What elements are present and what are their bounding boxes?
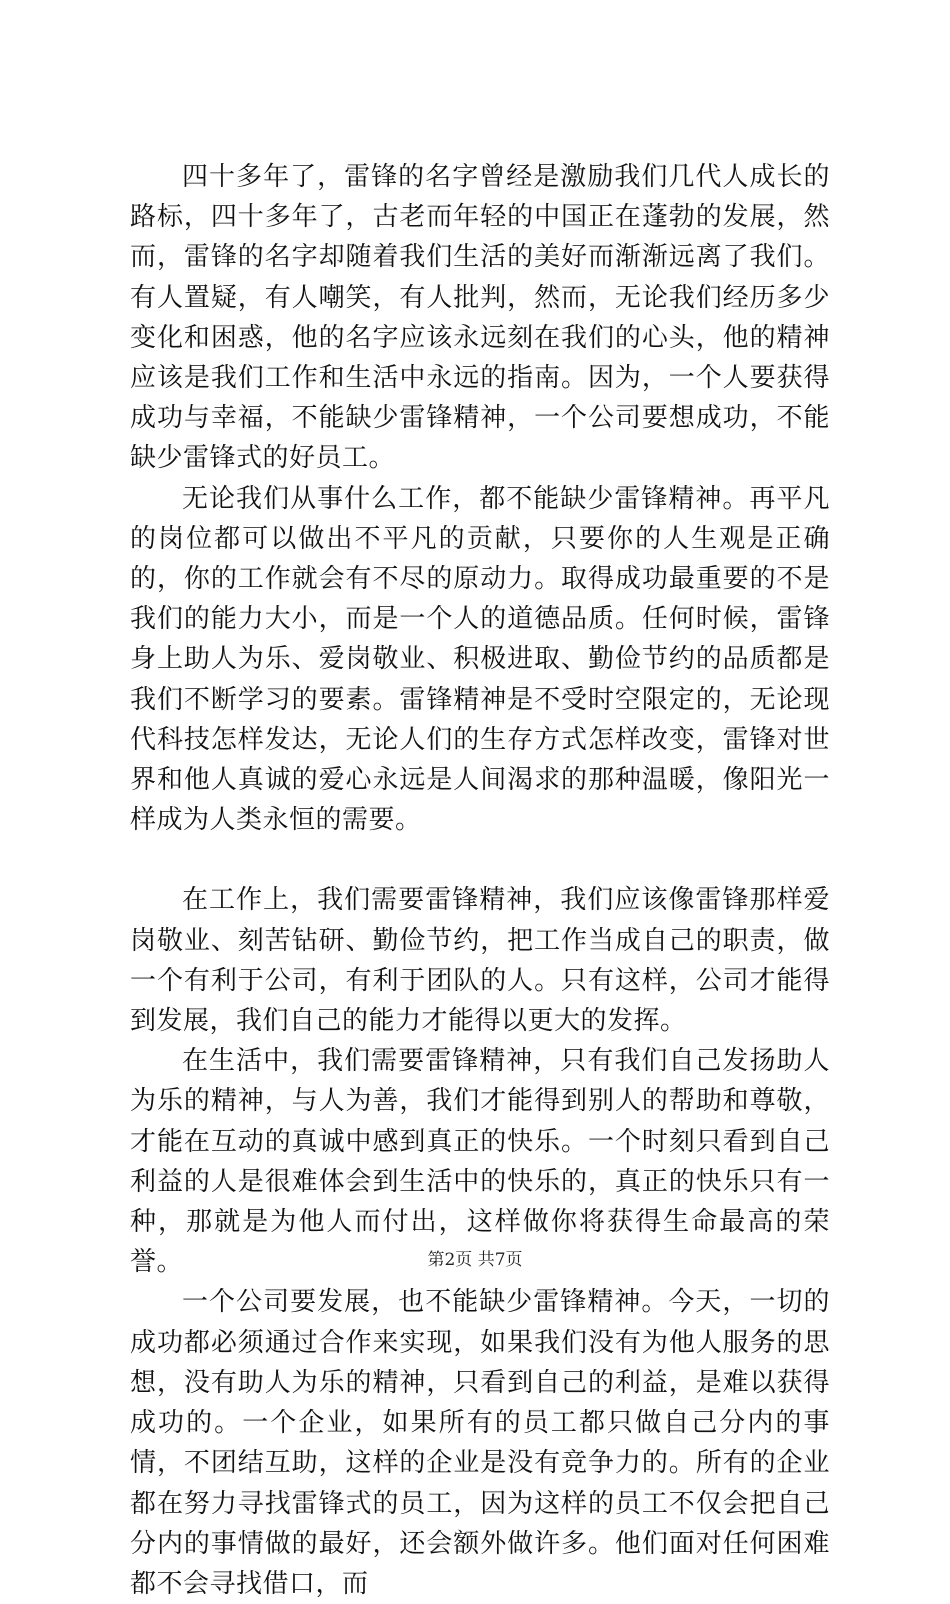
paragraph-4: 在生活中，我们需要雷锋精神，只有我们自己发扬助人为乐的精神，与人为善，我们才能得到别人的帮助和尊敬，才能在互动的真诚中感到真正的快乐。一个时刻只看到自己利益的人是很难体会到生活中的快乐的，真正的快乐只有一种，那就是为他人而付出，这样做你将获得生命最高的荣誉。 <box>130 1046 830 1278</box>
page-number-footer: 第2页 共7页 <box>427 1250 523 1270</box>
paragraph-5: 一个公司要发展，也不能缺少雷锋精神。今天，一切的成功都必须通过合作来实现，如果我们没有为他人服务的思想，没有助人为乐的精神，只看到自己的利益，是难以获得成功的。一个企业，如果所有的员工都只做自己分内的事情，不团结互助，这样的企业是没有竞争力的。所有的企业都在努力寻找雷锋式的员工，因为这样的员工不仅会把自己分内的事情做的最好，还会额外做许多。他们面对任何困难都不会寻找借口，而 <box>130 1287 830 1599</box>
paragraph-1: 四十多年了，雷锋的名字曾经是激励我们几代人成长的路标，四十多年了，古老而年轻的中国正在蓬勃的发展，然而，雷锋的名字却随着我们生活的美好而渐渐远离了我们。有人置疑，有人嘲笑，有人批判，然而，无论我们经历多少变化和困惑，他的名字应该永远刻在我们的心头，他的精神应该是我们工作和生活中永远的指南。因为，一个人要获得成功与幸福，不能缺少雷锋精神，一个公司要想成功，不能缺少雷锋式的好员工。 <box>130 162 830 474</box>
paragraph-3: 在工作上，我们需要雷锋精神，我们应该像雷锋那样爱岗敬业、刻苦钻研、勤俭节约，把工作当成自己的职责，做一个有利于公司，有利于团队的人。只有这样，公司才能得到发展，我们自己的能力才能得以更大的发挥。 <box>130 885 830 1037</box>
document-body <box>130 157 830 1604</box>
paragraph-2: 无论我们从事什么工作，都不能缺少雷锋精神。再平凡的岗位都可以做出不平凡的贡献，只要你的人生观是正确的，你的工作就会有不尽的原动力。取得成功最重要的不是我们的能力大小，而是一个人的道德品质。任何时候，雷锋身上助人为乐、爱岗敬业、积极进取、勤俭节约的品质都是我们不断学习的要素。雷锋精神是不受时空限定的，无论现代科技怎样发达，无论人们的生存方式怎样改变，雷锋对世界和他人真诚的爱心永远是人间渴求的那种温暖，像阳光一样成为人类永恒的需要。 <box>130 483 830 836</box>
